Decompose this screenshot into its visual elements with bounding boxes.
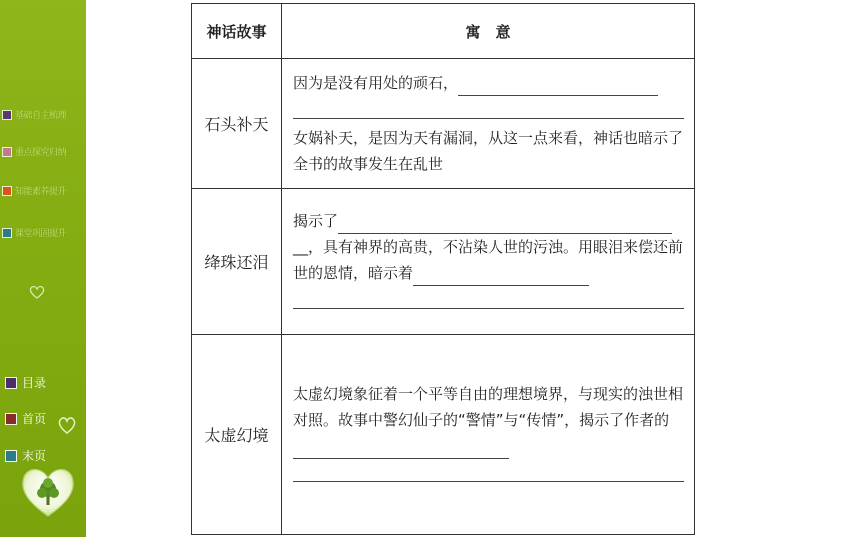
- answer-blank: [293, 440, 509, 459]
- nav-label: 首页: [22, 412, 47, 426]
- meaning-text: 揭示了: [293, 212, 339, 230]
- answer-blank: [338, 215, 672, 234]
- table-row: [192, 335, 695, 535]
- nav-contents-button[interactable]: [5, 374, 46, 391]
- myth-name: 太虚幻境: [192, 335, 282, 535]
- nav-square-icon: [2, 147, 12, 157]
- myth-name: 绛珠还泪: [192, 189, 282, 335]
- myth-meaning-table: [191, 3, 695, 535]
- nav-square-icon: [5, 450, 17, 462]
- myth-meaning: [282, 335, 695, 535]
- myth-meaning: [282, 189, 695, 335]
- answer-blank: [413, 267, 589, 286]
- nav-label: 重点探究归纳: [15, 148, 67, 158]
- heart-outline-icon: [28, 284, 46, 300]
- nav-square-icon: [2, 186, 12, 196]
- nav-square-icon: [5, 377, 17, 389]
- nav-square-icon: [5, 413, 17, 425]
- myth-meaning: [282, 59, 695, 189]
- table-row: [192, 59, 695, 189]
- nav-label: 课堂巩固提升: [15, 229, 67, 239]
- sidebar: [0, 0, 86, 537]
- nav-class-consolidate[interactable]: [2, 226, 66, 239]
- meaning-text: 因为是没有用处的顽石，: [293, 74, 459, 92]
- answer-blank-line: [293, 96, 684, 119]
- nav-label: 基础自主梳理: [15, 111, 67, 121]
- nav-last-page-button[interactable]: [5, 447, 46, 464]
- meaning-text: __，具有神界的高贵，不沾染人世的污浊。用眼泪来偿还前世的恩情，暗示着: [293, 238, 684, 282]
- header-myth-story: 神话故事: [192, 4, 282, 59]
- answer-blank: [458, 77, 658, 96]
- answer-blank-line: [293, 459, 684, 482]
- nav-label: 知能素养提升: [15, 187, 67, 197]
- meaning-text: 太虚幻境象征着一个平等自由的理想境界，与现实的浊世相对照。故事中警幻仙子的“警情”与“传情”，揭示了作者的: [293, 385, 684, 429]
- myth-name: 石头补天: [192, 59, 282, 189]
- table-row: [192, 189, 695, 335]
- nav-basic-review[interactable]: [2, 108, 66, 121]
- nav-home-button[interactable]: [5, 410, 46, 427]
- table-header-row: [192, 4, 695, 59]
- nav-skill-improve[interactable]: [2, 184, 66, 197]
- nav-label: 末页: [22, 449, 47, 463]
- nav-square-icon: [2, 110, 12, 120]
- header-meaning: 寓 意: [282, 4, 695, 59]
- nav-key-points[interactable]: [2, 145, 66, 158]
- meaning-text: 女娲补天，是因为天有漏洞，从这一点来看，神话也暗示了全书的故事发生在乱世: [293, 129, 684, 173]
- heart-outline-icon: [56, 414, 78, 436]
- nav-square-icon: [2, 228, 12, 238]
- heart-tree-logo-icon: [18, 463, 78, 519]
- nav-label: 目录: [22, 376, 47, 390]
- answer-blank-line: [293, 286, 684, 309]
